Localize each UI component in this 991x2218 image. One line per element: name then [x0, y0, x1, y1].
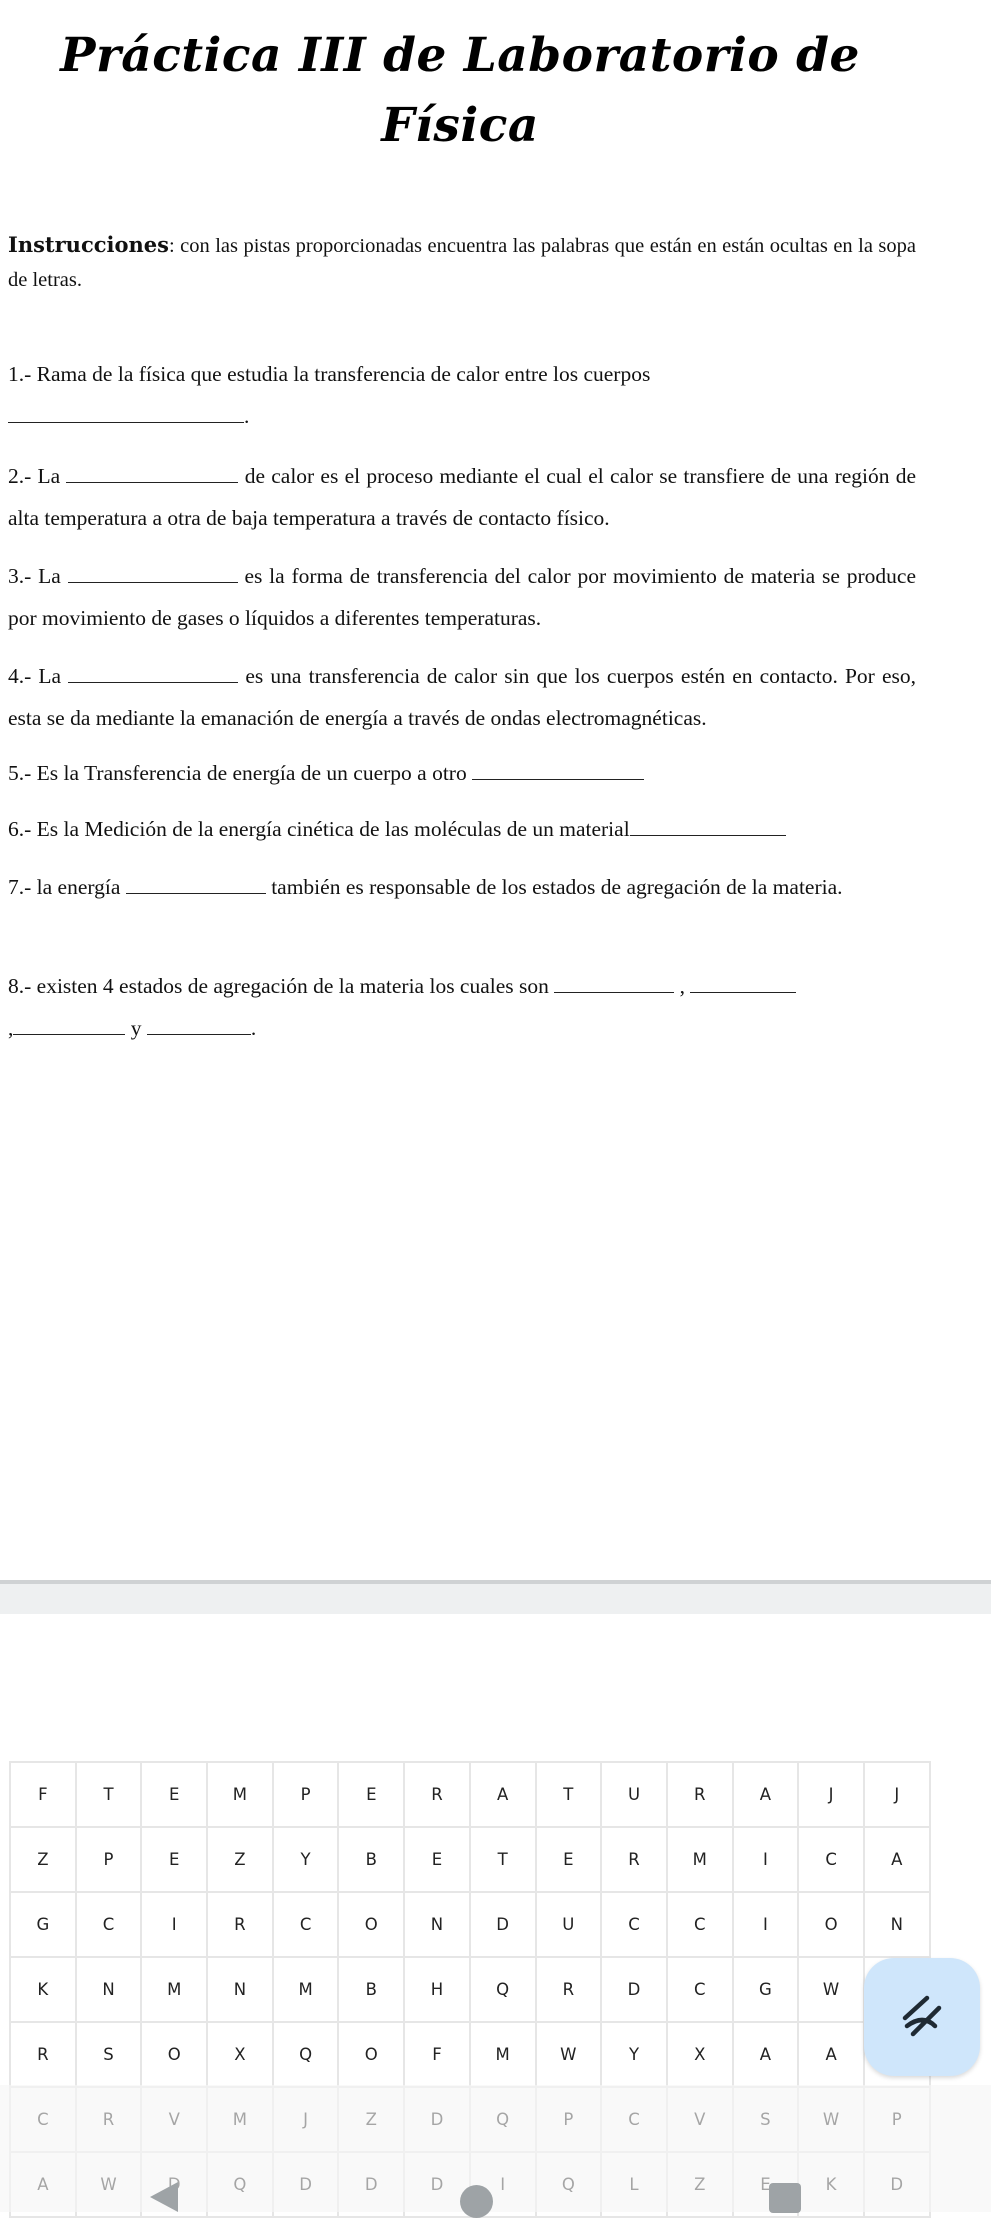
question-8-comma: , [679, 974, 686, 998]
grid-row [10, 2022, 930, 2087]
grid-cell: N [76, 1957, 142, 2022]
grid-cell: Y [273, 1827, 339, 1892]
grid-cell: Q [470, 1957, 536, 2022]
question-4-post: es una transferencia de calor sin que los cuerpos estén en contacto. Por eso, esta se da mediante la emanación de energía a través de ondas electromagnéticas. [8, 664, 917, 730]
grid-cell: I [733, 1892, 799, 1957]
answer-blank [13, 1016, 125, 1035]
grid-cell: A [864, 1827, 930, 1892]
question-8-text: 8.- existen 4 estados de agregación de la materia los cuales son [8, 974, 549, 998]
grid-cell: O [338, 2022, 404, 2087]
grid-cell: X [667, 2022, 733, 2087]
pen-edit-icon [897, 1992, 947, 2042]
grid-cell: T [470, 1827, 536, 1892]
grid-cell: Y [601, 2022, 667, 2087]
grid-cell: E [141, 1762, 207, 1827]
grid-row [10, 1762, 930, 1827]
question-2-post: de calor es el proceso mediante el cual el calor se transfiere de una región de alta temperatura a otra de baja temperatura a través de contacto físico. [8, 464, 917, 530]
grid-cell: E [141, 1827, 207, 1892]
grid-cell: T [536, 1762, 602, 1827]
grid-cell: N [404, 1892, 470, 1957]
grid-cell: C [601, 1892, 667, 1957]
grid-cell: E [404, 1827, 470, 1892]
grid-cell: R [10, 2022, 76, 2087]
question-6 [8, 808, 916, 850]
nav-back-icon[interactable] [148, 2180, 180, 2214]
question-2-pre: 2.- La [8, 464, 61, 488]
grid-cell: N [864, 1892, 930, 1957]
grid-cell: C [667, 1957, 733, 2022]
question-8 [8, 965, 916, 1049]
grid-row [10, 1892, 930, 1957]
question-2 [8, 455, 916, 539]
answer-blank [630, 817, 786, 836]
question-5-text: 5.- Es la Transferencia de energía de un cuerpo a otro [8, 761, 467, 785]
grid-cell: F [10, 1762, 76, 1827]
grid-cell: C [76, 1892, 142, 1957]
question-8-and: y [130, 1016, 142, 1040]
grid-cell: Z [207, 1827, 273, 1892]
grid-cell: R [601, 1827, 667, 1892]
grid-cell: F [404, 2022, 470, 2087]
question-6-text: 6.- Es la Medición de la energía cinética de las moléculas de un material [8, 817, 630, 841]
answer-blank [554, 974, 674, 993]
grid-cell: T [76, 1762, 142, 1827]
question-7-post: también es responsable de los estados de agregación de la materia. [271, 875, 843, 899]
grid-cell: A [798, 2022, 864, 2087]
instructions [8, 228, 916, 297]
grid-cell: Q [273, 2022, 339, 2087]
grid-cell: K [10, 1957, 76, 2022]
nav-recent-icon[interactable] [769, 2183, 801, 2213]
grid-cell: B [338, 1827, 404, 1892]
instructions-label: Instrucciones [8, 232, 169, 257]
grid-cell: R [536, 1957, 602, 2022]
grid-cell: D [601, 1957, 667, 2022]
grid-cell: I [733, 1827, 799, 1892]
answer-blank [147, 1016, 251, 1035]
grid-cell: J [798, 1762, 864, 1827]
instructions-text: : con las pistas proporcionadas encuentra las palabras que están en están ocultas en la sopa de letras. [8, 235, 916, 291]
grid-cell: E [338, 1762, 404, 1827]
grid-cell: R [207, 1892, 273, 1957]
grid-cell: H [404, 1957, 470, 2022]
edit-fab-button[interactable] [864, 1958, 980, 2076]
grid-cell: M [141, 1957, 207, 2022]
grid-cell: A [733, 2022, 799, 2087]
question-8-end: . [250, 1016, 257, 1040]
grid-cell: U [536, 1892, 602, 1957]
answer-blank [472, 761, 644, 780]
nav-home-icon[interactable] [460, 2185, 493, 2218]
question-5 [8, 752, 916, 794]
grid-cell: A [733, 1762, 799, 1827]
question-1-text: 1.- Rama de la física que estudia la transferencia de calor entre los cuerpos [8, 362, 651, 386]
question-8-comma: , [8, 1016, 14, 1040]
page-gap [0, 1584, 991, 1614]
answer-blank [68, 564, 238, 583]
grid-cell: P [76, 1827, 142, 1892]
grid-cell: P [273, 1762, 339, 1827]
grid-cell: J [864, 1762, 930, 1827]
answer-blank [126, 875, 266, 894]
answer-blank [68, 664, 238, 683]
grid-cell: D [470, 1892, 536, 1957]
answer-blank [8, 404, 244, 423]
grid-cell: E [536, 1827, 602, 1892]
grid-cell: A [470, 1762, 536, 1827]
grid-cell: M [667, 1827, 733, 1892]
grid-cell: Z [10, 1827, 76, 1892]
question-7-pre: 7.- la energía [8, 875, 121, 899]
question-1-end: . [244, 404, 250, 428]
question-3 [8, 555, 916, 639]
grid-cell: C [798, 1827, 864, 1892]
grid-row [10, 1827, 930, 1892]
grid-cell: I [141, 1892, 207, 1957]
question-1 [8, 353, 916, 437]
question-7 [8, 866, 916, 908]
grid-cell: N [207, 1957, 273, 2022]
grid-cell: G [733, 1957, 799, 2022]
grid-cell: O [798, 1892, 864, 1957]
title-line-2: Física [381, 98, 539, 153]
grid-cell: G [10, 1892, 76, 1957]
grid-cell: X [207, 2022, 273, 2087]
grid-cell: M [273, 1957, 339, 2022]
grid-cell: R [667, 1762, 733, 1827]
grid-cell: C [273, 1892, 339, 1957]
answer-blank [66, 464, 238, 483]
grid-cell: M [207, 1762, 273, 1827]
grid-cell: W [536, 2022, 602, 2087]
grid-cell: C [667, 1892, 733, 1957]
answer-blank [690, 974, 796, 993]
grid-row [10, 1957, 930, 2022]
question-3-pre: 3.- La [8, 564, 61, 588]
grid-cell: O [338, 1892, 404, 1957]
grid-cell: B [338, 1957, 404, 2022]
grid-cell: S [76, 2022, 142, 2087]
question-4 [8, 655, 916, 739]
question-4-pre: 4.- La [8, 664, 62, 688]
question-3-post: es la forma de transferencia del calor por movimiento de materia se produce por movimiento de gases o líquidos a diferentes temperaturas. [8, 564, 917, 630]
grid-cell: O [141, 2022, 207, 2087]
title-line-1: Práctica III de Laboratorio de [60, 28, 860, 83]
grid-cell: W [798, 1957, 864, 2022]
grid-cell: R [404, 1762, 470, 1827]
grid-cell: M [470, 2022, 536, 2087]
grid-cell: U [601, 1762, 667, 1827]
